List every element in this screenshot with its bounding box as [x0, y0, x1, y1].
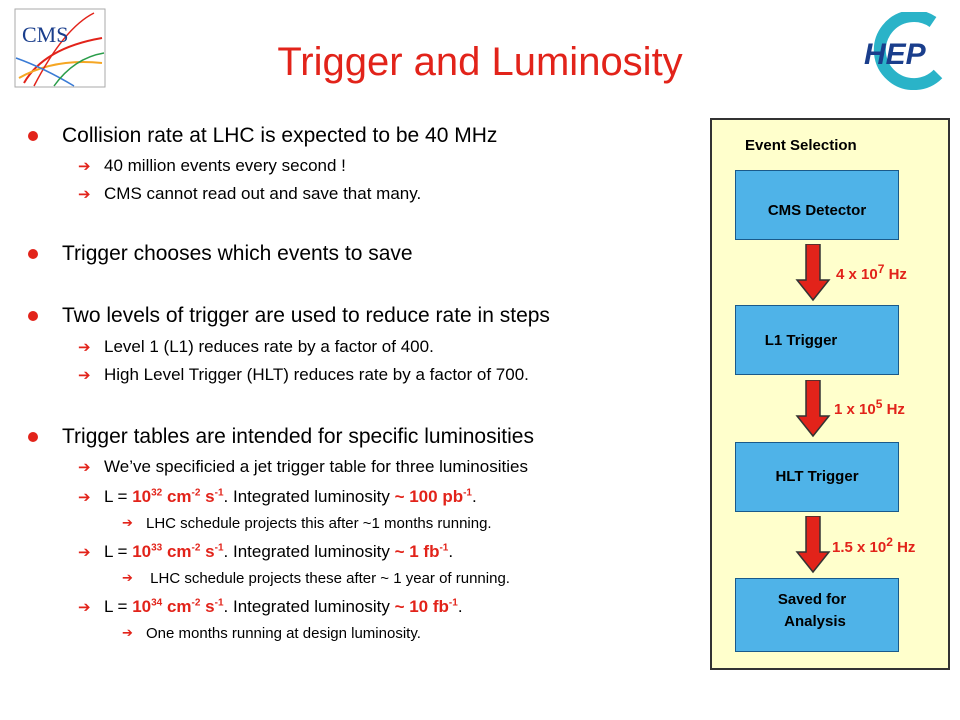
l1-trigger-box [735, 305, 899, 375]
lum-value [132, 597, 223, 616]
sub-bullet-text: 40 million events every second ! [104, 156, 346, 175]
arrow-right-icon: ➔ [122, 515, 133, 530]
int-lum-exp: -1 [463, 487, 472, 499]
rate-base: 1 x 10 [834, 401, 876, 418]
lum-base: 10 [132, 542, 152, 561]
lum-s-exp: -1 [214, 597, 224, 609]
lum-line [104, 542, 453, 562]
rate-base: 4 x 10 [836, 266, 878, 283]
lum-cm: cm [162, 542, 192, 561]
int-lum-value [395, 542, 449, 561]
lum-s: s [200, 487, 215, 506]
int-lum-val: ~ 100 pb [394, 487, 464, 506]
arrow-right-icon: ➔ [78, 544, 91, 561]
rate-base: 1.5 x 10 [832, 539, 887, 556]
rate-l1-input [836, 262, 907, 283]
arrow-right-icon: ➔ [78, 459, 91, 476]
bullet-dot-icon [28, 311, 38, 321]
arrow-right-icon: ➔ [122, 570, 133, 585]
lum-line [104, 597, 463, 617]
down-arrow-icon [795, 244, 831, 302]
down-arrow-icon [795, 516, 831, 574]
lum-cm-exp: -2 [191, 597, 201, 609]
sub-bullet-text: Level 1 (L1) reduces rate by a factor of 400. [104, 337, 434, 356]
int-lum-val: ~ 10 fb [394, 597, 449, 616]
bullet-dot-icon [28, 432, 38, 442]
lum-exp: 32 [151, 487, 163, 499]
lum-end: . [457, 597, 463, 616]
lum-s: s [200, 597, 215, 616]
int-lum-value [395, 597, 458, 616]
arrow-right-icon: ➔ [78, 489, 91, 506]
lum-base: 10 [132, 597, 152, 616]
arrow-right-icon: ➔ [78, 367, 91, 384]
int-lum-value [395, 487, 472, 506]
int-lum-exp: -1 [448, 597, 458, 609]
hlt-trigger-box [735, 442, 899, 512]
int-lum-exp: -1 [439, 542, 449, 554]
bullet-text: Collision rate at LHC is expected to be 40 MHz [62, 124, 498, 147]
lum-mid: . Integrated luminosity [223, 487, 395, 506]
arrow-right-icon: ➔ [78, 158, 91, 175]
lum-cm: cm [162, 487, 192, 506]
lum-line [104, 487, 477, 507]
sub-bullet-text: High Level Trigger (HLT) reduces rate by a factor of 700. [104, 365, 529, 384]
int-lum-val: ~ 1 fb [394, 542, 440, 561]
cms-logo-text: CMS [22, 22, 69, 47]
lum-end: . [472, 487, 477, 506]
lum-value [132, 542, 223, 561]
rate-unit: Hz [884, 266, 907, 283]
lum-prefix: L = [104, 487, 133, 506]
rate-hlt-input [834, 397, 905, 418]
arrow-right-icon: ➔ [78, 599, 91, 616]
bullet-text: Trigger tables are intended for specific luminosities [62, 425, 534, 448]
lum-cm: cm [162, 597, 192, 616]
event-selection-heading: Event Selection [745, 137, 857, 154]
lum-end: . [448, 542, 454, 561]
bullet-text: Trigger chooses which events to save [62, 242, 413, 265]
lum-cm-exp: -2 [191, 542, 201, 554]
rate-unit: Hz [892, 539, 916, 556]
saved-for-analysis-box [735, 578, 899, 652]
arrow-right-icon: ➔ [78, 339, 91, 356]
bullet-dot-icon [28, 249, 38, 259]
lum-prefix: L = [104, 542, 133, 561]
note-text: LHC schedule projects these after ~ 1 year of running. [146, 570, 510, 587]
lum-s-exp: -1 [214, 487, 224, 499]
cms-detector-box [735, 170, 899, 240]
lum-prefix: L = [104, 597, 133, 616]
down-arrow-icon [795, 380, 831, 438]
page-title: Trigger and Luminosity [277, 40, 683, 84]
box-label-line2: Analysis [784, 613, 846, 630]
rate-exp: 2 [886, 535, 893, 549]
lum-exp: 34 [151, 597, 163, 609]
arrow-right-icon: ➔ [78, 186, 91, 203]
lum-mid: . Integrated luminosity [223, 597, 395, 616]
sub-bullet-text: We’ve specificied a jet trigger table for three luminosities [104, 457, 528, 476]
hep-logo-text: HEP [864, 38, 926, 71]
note-text: LHC schedule projects this after ~1 months running. [146, 515, 492, 532]
lum-mid: . Integrated luminosity [223, 542, 395, 561]
lum-s-exp: -1 [214, 542, 224, 554]
box-label: CMS Detector [767, 202, 867, 219]
arrow-right-icon: ➔ [122, 625, 133, 640]
lum-exp: 33 [151, 542, 163, 554]
rate-exp: 5 [875, 397, 883, 411]
lum-value [132, 487, 223, 506]
note-text: One months running at design luminosity. [146, 625, 421, 642]
box-label-line1: Saved for [777, 591, 847, 608]
sub-bullet-text: CMS cannot read out and save that many. [104, 184, 422, 203]
box-label: HLT Trigger [775, 468, 859, 485]
rate-saved-output [832, 535, 915, 556]
lum-base: 10 [132, 487, 152, 506]
rate-unit: Hz [882, 401, 905, 418]
lum-cm-exp: -2 [191, 487, 201, 499]
bullet-dot-icon [28, 131, 38, 141]
rate-exp: 7 [877, 262, 885, 276]
lum-s: s [200, 542, 215, 561]
box-label: L1 Trigger [764, 332, 838, 349]
bullet-text: Two levels of trigger are used to reduce rate in steps [62, 304, 550, 327]
